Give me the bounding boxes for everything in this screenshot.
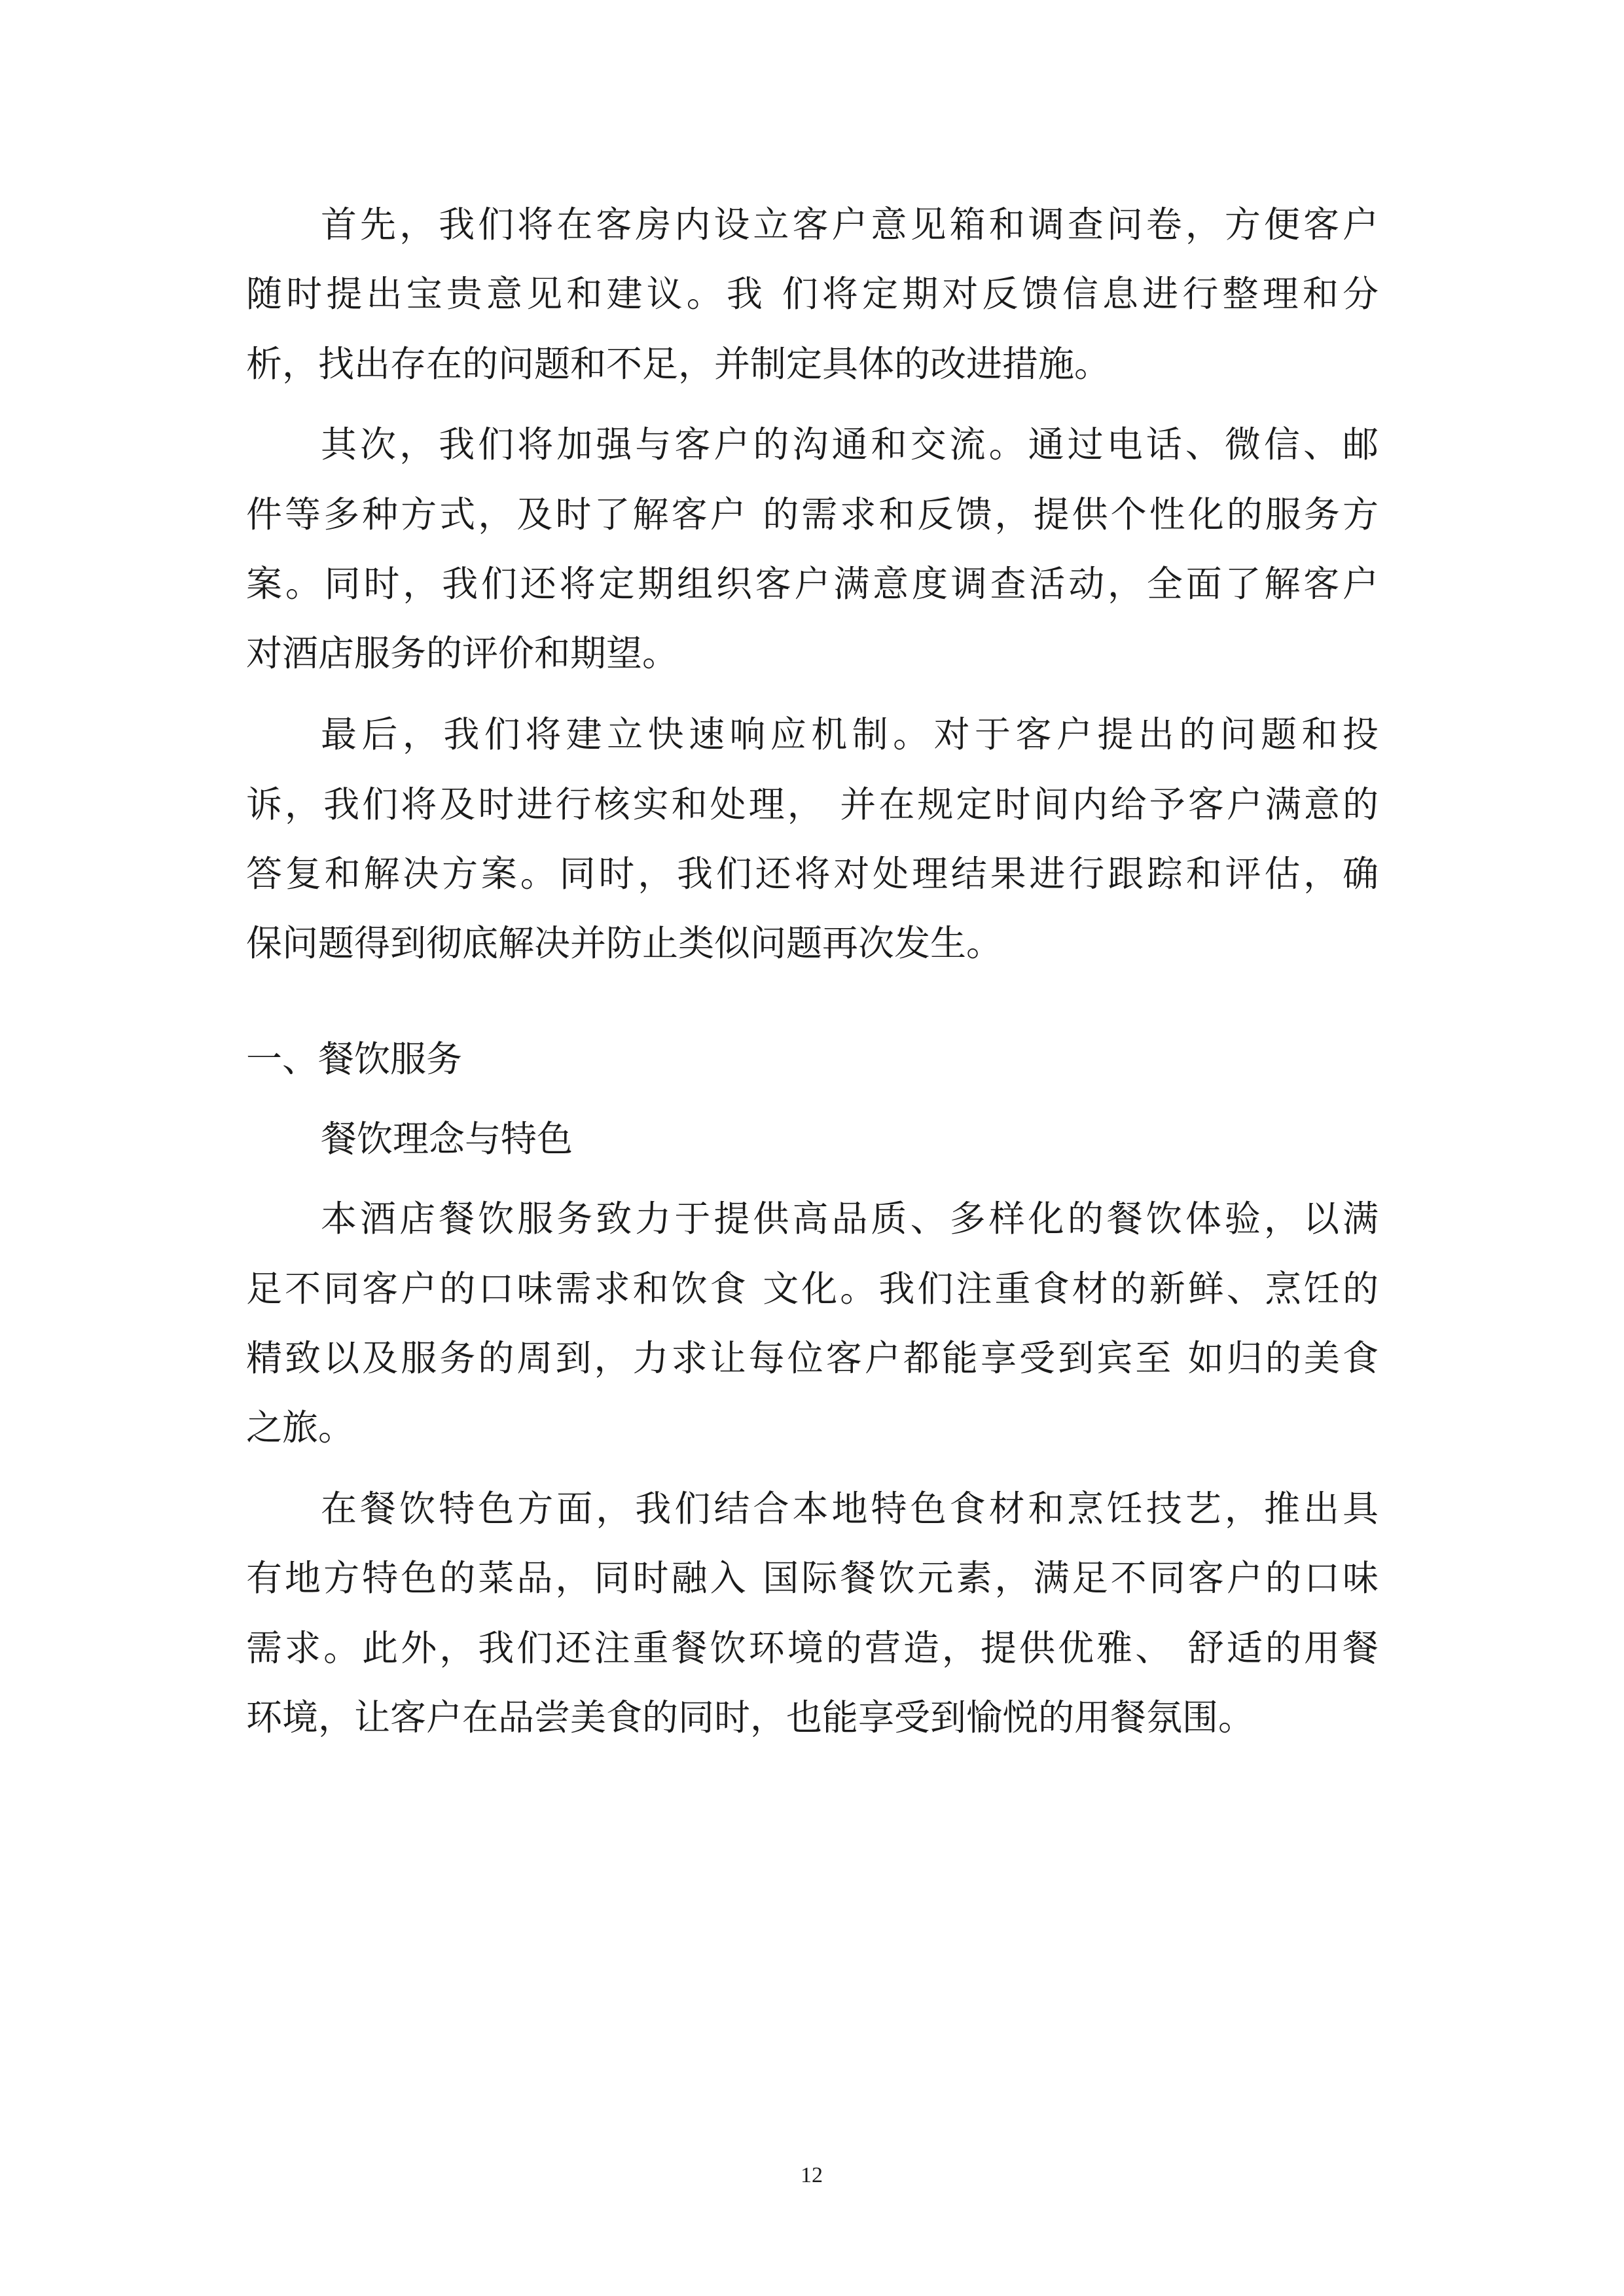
paragraph-1-line-1: 首先，我们将在客房内设立客户意见箱和调查问卷，方便客户 — [321, 204, 1379, 245]
paragraph-4-line-4: 之旅。 — [246, 1407, 355, 1448]
page-number: 12 — [801, 2163, 823, 2187]
paragraph-2-line-3: 案。同时，我们还将定期组织客户满意度调查活动，全面了解客户 — [246, 563, 1379, 605]
paragraph-1-line-3: 析，找出存在的问题和不足，并制定具体的改进措施。 — [246, 343, 1111, 385]
paragraph-3-line-1: 最后，我们将建立快速响应机制。对于客户提出的问题和投 — [321, 713, 1379, 755]
paragraph-3-line-2: 诉，我们将及时进行核实和处理， 并在规定时间内给予客户满意的 — [246, 783, 1379, 825]
paragraph-4-line-3: 精致以及服务的周到，力求让每位客户都能享受到宾至 如归的美食 — [246, 1337, 1379, 1379]
section-heading: 一、餐饮服务 — [246, 1038, 463, 1080]
paragraph-3-line-3: 答复和解决方案。同时，我们还将对处理结果进行跟踪和评估，确 — [246, 853, 1379, 895]
paragraph-5-line-2: 有地方特色的菜品，同时融入 国际餐饮元素，满足不同客户的口味 — [246, 1557, 1379, 1599]
paragraph-2-line-4: 对酒店服务的评价和期望。 — [246, 632, 679, 674]
paragraph-2-line-1: 其次，我们将加强与客户的沟通和交流。通过电话、微信、邮 — [321, 423, 1379, 465]
paragraph-3-line-4: 保问题得到彻底解决并防止类似问题再次发生。 — [246, 922, 1003, 964]
subheading: 餐饮理念与特色 — [321, 1118, 573, 1160]
paragraph-2-line-2: 件等多种方式，及时了解客户 的需求和反馈，提供个性化的服务方 — [246, 493, 1379, 535]
paragraph-1-line-2: 随时提出宝贵意见和建议。我 们将定期对反馈信息进行整理和分 — [246, 273, 1379, 315]
paragraph-5-line-4: 环境，让客户在品尝美食的同时，也能享受到愉悦的用餐氛围。 — [246, 1696, 1255, 1738]
paragraph-5-line-1: 在餐饮特色方面，我们结合本地特色食材和烹饪技艺，推出具 — [321, 1488, 1379, 1530]
paragraph-5-line-3: 需求。此外，我们还注重餐饮环境的营造，提供优雅、 舒适的用餐 — [246, 1627, 1379, 1669]
paragraph-4-line-2: 足不同客户的口味需求和饮食 文化。我们注重食材的新鲜、烹饪的 — [246, 1268, 1379, 1310]
paragraph-4-line-1: 本酒店餐饮服务致力于提供高品质、多样化的餐饮体验，以满 — [321, 1198, 1379, 1240]
